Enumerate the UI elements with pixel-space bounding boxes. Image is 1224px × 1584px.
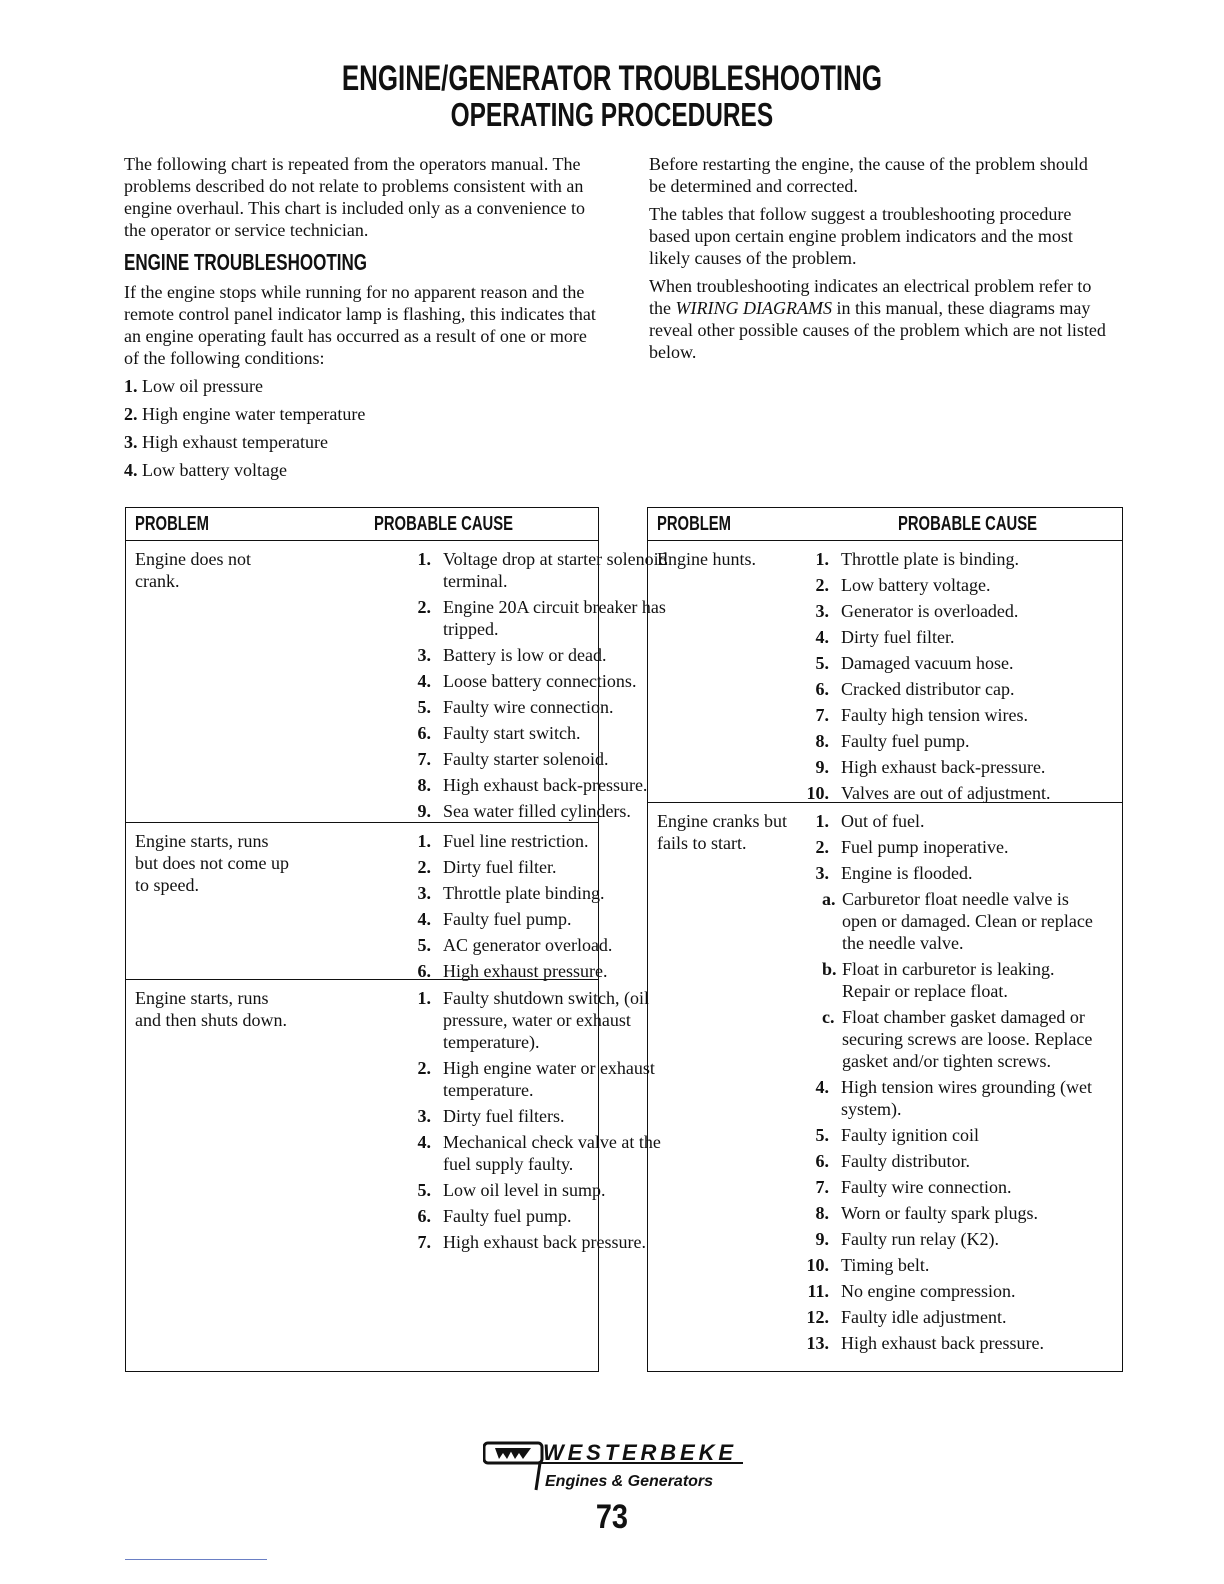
cause-number: 2. [417, 857, 431, 877]
condition-item [124, 375, 604, 397]
cause-item [799, 836, 1094, 858]
cause-number: 4. [417, 1132, 431, 1152]
fault-paragraph: If the engine stops while running for no apparent reason and the remote control panel indicator lamp is flashing, this indicates that an engine operating fault has occurred as a result of one or more of the following conditions: [124, 282, 596, 368]
svg-text:Engines & Generators: Engines & Generators [545, 1473, 714, 1490]
sub-cause-item [822, 888, 1094, 954]
cause-number: 4. [815, 1077, 829, 1097]
cause-number: 7. [417, 1232, 431, 1252]
condition-number: 2. [124, 404, 138, 424]
table-row [126, 980, 661, 1373]
condition-text: Low battery voltage [142, 460, 287, 480]
cause-number: 9. [815, 1229, 829, 1249]
cause-number: 1. [417, 988, 431, 1008]
wiring-diagrams-reference: WIRING DIAGRAMS [675, 298, 832, 318]
page-title [0, 60, 1224, 132]
cause-text: Damaged vacuum hose. [841, 653, 1014, 673]
cause-number: 3. [815, 863, 829, 883]
cause-text: Faulty fuel pump. [443, 1206, 572, 1226]
problem-text: Engine starts, runs but does not come up to speed. [135, 831, 289, 895]
cause-number: 4. [417, 671, 431, 691]
restart-paragraph: Before restarting the engine, the cause of the problem should be determined and corrected. [649, 154, 1088, 196]
cause-text: AC generator overload. [443, 935, 613, 955]
footer-rule [125, 1559, 267, 1560]
cause-number: 1. [815, 549, 829, 569]
cause-number: 12. [806, 1307, 829, 1327]
cause-item [799, 810, 1094, 832]
sub-cause-letter: c. [822, 1007, 835, 1027]
cause-text: Faulty high tension wires. [841, 705, 1028, 725]
cause-item [799, 862, 1094, 1072]
cause-number: 10. [806, 783, 829, 803]
cause-text: Dirty fuel filter. [443, 857, 557, 877]
cause-text: Out of fuel. [841, 811, 925, 831]
cause-number: 8. [815, 1203, 829, 1223]
cause-number: 9. [815, 757, 829, 777]
cause-item [799, 574, 1094, 596]
westerbeke-logo [483, 1440, 753, 1500]
troubleshooting-table-left [125, 507, 668, 1372]
cause-number: 2. [417, 597, 431, 617]
title-line-1: ENGINE/GENERATOR TROUBLESHOOTING [341, 59, 883, 98]
header-probable-cause: PROBABLE CAUSE [898, 513, 1037, 535]
cause-number: 11. [807, 1281, 829, 1301]
cause-item [799, 1202, 1094, 1224]
condition-text: Low oil pressure [142, 376, 263, 396]
svg-text:WESTERBEKE: WESTERBEKE [543, 1440, 733, 1465]
cause-text: Throttle plate binding. [443, 883, 605, 903]
cause-text: Faulty idle adjustment. [841, 1307, 1007, 1327]
sub-cause-item [822, 958, 1094, 1002]
cause-list [799, 810, 1094, 1358]
cause-text: Mechanical check valve at the fuel supply faulty. [443, 1132, 661, 1174]
cause-item [799, 1254, 1094, 1276]
cause-item [799, 1076, 1094, 1120]
right-column [649, 153, 1109, 369]
sub-cause-letter: b. [822, 959, 837, 979]
cause-text: Faulty ignition coil [841, 1125, 979, 1145]
condition-text: High exhaust temperature [142, 432, 328, 452]
sub-cause-text: Float in carburetor is leaking. Repair or replace float. [842, 959, 1055, 1001]
cause-text: Dirty fuel filters. [443, 1106, 565, 1126]
cause-text: Cracked distributor cap. [841, 679, 1015, 699]
cause-item [799, 1332, 1094, 1354]
cause-item [799, 730, 1094, 752]
cause-text: Faulty starter solenoid. [443, 749, 609, 769]
cause-number: 9. [417, 801, 431, 821]
cause-number: 13. [806, 1333, 829, 1353]
condition-number: 3. [124, 432, 138, 452]
cause-number: 2. [417, 1058, 431, 1078]
cause-item [799, 678, 1094, 700]
sub-cause-item [822, 1006, 1094, 1072]
cause-number: 7. [815, 705, 829, 725]
page-number: 73 [595, 1498, 629, 1536]
cause-text: High exhaust back pressure. [841, 1333, 1044, 1353]
cause-number: 3. [417, 1106, 431, 1126]
cause-text: Timing belt. [841, 1255, 930, 1275]
cause-text: Generator is overloaded. [841, 601, 1019, 621]
cause-item [799, 1228, 1094, 1250]
cause-number: 5. [417, 697, 431, 717]
cause-list [799, 548, 1094, 808]
cause-text: Loose battery connections. [443, 671, 637, 691]
cause-number: 4. [815, 627, 829, 647]
cause-number: 3. [815, 601, 829, 621]
table-row [126, 541, 668, 823]
cause-text: Fuel line restriction. [443, 831, 589, 851]
cause-text: Faulty shutdown switch, (oil pressure, water or exhaust temperature). [443, 988, 649, 1052]
cause-text: Sea water filled cylinders. [443, 801, 631, 821]
cause-text: Faulty fuel pump. [841, 731, 970, 751]
table-header [648, 508, 1122, 541]
condition-text: High engine water temperature [142, 404, 366, 424]
cause-text: High exhaust back-pressure. [443, 775, 648, 795]
cause-text: Worn or faulty spark plugs. [841, 1203, 1039, 1223]
wiring-paragraph: When troubleshooting indicates an electrical problem refer to the WIRING DIAGRAMS in this manual, these diagrams may reveal other possible causes of the problem which are not listed below. [649, 276, 1106, 362]
cause-text: Valves are out of adjustment. [841, 783, 1051, 803]
table-header [126, 508, 598, 541]
cause-text: Throttle plate is binding. [841, 549, 1019, 569]
condition-number: 1. [124, 376, 138, 396]
cause-text: Fuel pump inoperative. [841, 837, 1009, 857]
problem-text: Engine starts, runs and then shuts down. [135, 988, 287, 1030]
cause-text: Faulty start switch. [443, 723, 581, 743]
table-row [126, 823, 613, 981]
conditions-list [124, 375, 604, 481]
cause-number: 5. [815, 653, 829, 673]
cause-number: 4. [417, 909, 431, 929]
cause-number: 6. [417, 961, 431, 981]
cause-item [799, 1176, 1094, 1198]
cause-number: 8. [417, 775, 431, 795]
cause-number: 3. [417, 883, 431, 903]
cause-item [799, 756, 1094, 778]
condition-item [124, 431, 604, 453]
cause-number: 5. [417, 935, 431, 955]
intro-paragraph: The following chart is repeated from the operators manual. The problems described do not relate to problems consistent with an engine overhaul. This chart is included only as a convenience to the operator or service technician. [124, 154, 586, 240]
cause-number: 6. [815, 679, 829, 699]
cause-text: High exhaust back-pressure. [841, 757, 1046, 777]
cause-number: 6. [815, 1151, 829, 1171]
cause-item [799, 704, 1094, 726]
cause-text: Battery is low or dead. [443, 645, 607, 665]
cause-text: Low battery voltage. [841, 575, 991, 595]
condition-item [124, 459, 604, 481]
cause-text: Dirty fuel filter. [841, 627, 955, 647]
header-probable-cause: PROBABLE CAUSE [374, 513, 513, 535]
cause-text: Engine 20A circuit breaker has tripped. [443, 597, 666, 639]
cause-text: High exhaust pressure. [443, 961, 608, 981]
cause-number: 7. [417, 749, 431, 769]
cause-item [799, 652, 1094, 674]
cause-number: 1. [417, 831, 431, 851]
cause-text: High exhaust back pressure. [443, 1232, 646, 1252]
cause-number: 1. [815, 811, 829, 831]
cause-item [799, 548, 1094, 570]
sub-cause-text: Carburetor float needle valve is open or damaged. Clean or replace the needle valve. [842, 889, 1093, 953]
left-column [124, 153, 604, 487]
cause-number: 1. [417, 549, 431, 569]
cause-number: 8. [815, 731, 829, 751]
sub-cause-text: Float chamber gasket damaged or securing screws are loose. Replace gasket and/or tighten screws. [842, 1007, 1093, 1071]
cause-text: Engine is flooded. [841, 863, 973, 883]
cause-text: Voltage drop at starter solenoid terminal. [443, 549, 668, 591]
cause-text: Faulty wire connection. [443, 697, 614, 717]
title-line-2: OPERATING PROCEDURES [450, 96, 774, 133]
cause-text: Faulty wire connection. [841, 1177, 1012, 1197]
table-row [648, 803, 1122, 1374]
cause-text: High engine water or exhaust temperature. [443, 1058, 655, 1100]
cause-number: 2. [815, 837, 829, 857]
problem-text: Engine does not crank. [135, 549, 251, 591]
cause-text: No engine compression. [841, 1281, 1016, 1301]
cause-text: Faulty fuel pump. [443, 909, 572, 929]
cause-number: 5. [417, 1180, 431, 1200]
sub-cause-letter: a. [822, 889, 836, 909]
cause-number: 6. [417, 723, 431, 743]
cause-number: 6. [417, 1206, 431, 1226]
problem-text: Engine hunts. [657, 549, 756, 569]
cause-number: 5. [815, 1125, 829, 1145]
condition-item [124, 403, 604, 425]
cause-item [799, 626, 1094, 648]
cause-number: 7. [815, 1177, 829, 1197]
section-heading: ENGINE TROUBLESHOOTING [124, 249, 368, 275]
cause-item [799, 1124, 1094, 1146]
cause-number: 10. [806, 1255, 829, 1275]
cause-item [799, 1280, 1094, 1302]
troubleshooting-table-right [647, 507, 1123, 1372]
cause-number: 3. [417, 645, 431, 665]
cause-item [799, 1150, 1094, 1172]
tables-paragraph: The tables that follow suggest a troubleshooting procedure based upon certain engine problem indicators and the most likely causes of the problem. [649, 204, 1073, 268]
problem-text: Engine cranks but fails to start. [657, 811, 787, 853]
header-problem: PROBLEM [657, 513, 731, 535]
condition-number: 4. [124, 460, 138, 480]
cause-text: Faulty run relay (K2). [841, 1229, 999, 1249]
cause-text: High tension wires grounding (wet system). [841, 1077, 1092, 1119]
cause-item [799, 1306, 1094, 1328]
header-problem: PROBLEM [135, 513, 209, 535]
table-row [648, 541, 1122, 803]
cause-number: 2. [815, 575, 829, 595]
cause-text: Low oil level in sump. [443, 1180, 606, 1200]
cause-item [799, 782, 1094, 804]
cause-item [799, 600, 1094, 622]
cause-text: Faulty distributor. [841, 1151, 971, 1171]
